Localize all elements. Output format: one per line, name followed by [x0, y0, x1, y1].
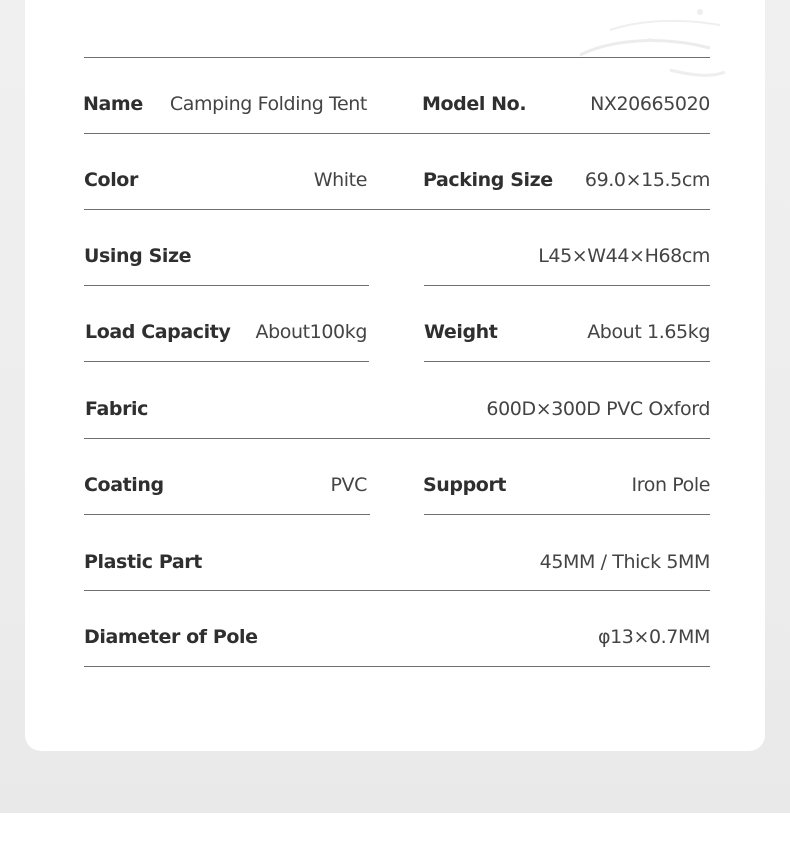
weight-value: About 1.65kg	[587, 321, 710, 343]
divider-row-1	[84, 133, 710, 134]
plastic-part-label: Plastic Part	[84, 551, 202, 573]
support-value: Iron Pole	[631, 474, 710, 496]
name-value: Camping Folding Tent	[169, 93, 367, 115]
using-size-value: L45×W44×H68cm	[538, 245, 710, 267]
load-capacity-label: Load Capacity	[85, 321, 231, 343]
packing-size-value: 69.0×15.5cm	[584, 169, 710, 191]
divider-row-3-right	[424, 285, 710, 286]
coating-value: PVC	[330, 474, 367, 496]
name-label: Name	[83, 93, 143, 115]
divider-row-3-left	[84, 285, 369, 286]
packing-size-label: Packing Size	[423, 169, 553, 191]
divider-row-6-left	[84, 514, 370, 515]
weight-label: Weight	[424, 321, 498, 343]
fabric-value: 600D×300D PVC Oxford	[486, 398, 710, 420]
divider-top	[84, 57, 710, 58]
divider-row-4-right	[424, 361, 710, 362]
pole-diameter-label: Diameter of Pole	[84, 626, 258, 648]
color-label: Color	[84, 169, 138, 191]
load-capacity-value: About100kg	[255, 321, 367, 343]
coating-label: Coating	[84, 474, 164, 496]
divider-row-7	[84, 590, 710, 591]
divider-row-6-right	[424, 514, 710, 515]
faded-product-image	[550, 0, 750, 90]
fabric-label: Fabric	[85, 398, 149, 420]
divider-row-5	[84, 438, 710, 439]
plastic-part-value: 45MM / Thick 5MM	[539, 551, 710, 573]
divider-row-4-left	[84, 361, 369, 362]
using-size-label: Using Size	[84, 245, 192, 267]
support-label: Support	[423, 474, 507, 496]
model-label: Model No.	[422, 93, 527, 115]
color-value: White	[313, 169, 367, 191]
divider-row-2	[84, 209, 710, 210]
divider-row-8	[84, 666, 710, 667]
model-value: NX20665020	[590, 93, 710, 115]
pole-diameter-value: φ13×0.7MM	[597, 626, 710, 648]
